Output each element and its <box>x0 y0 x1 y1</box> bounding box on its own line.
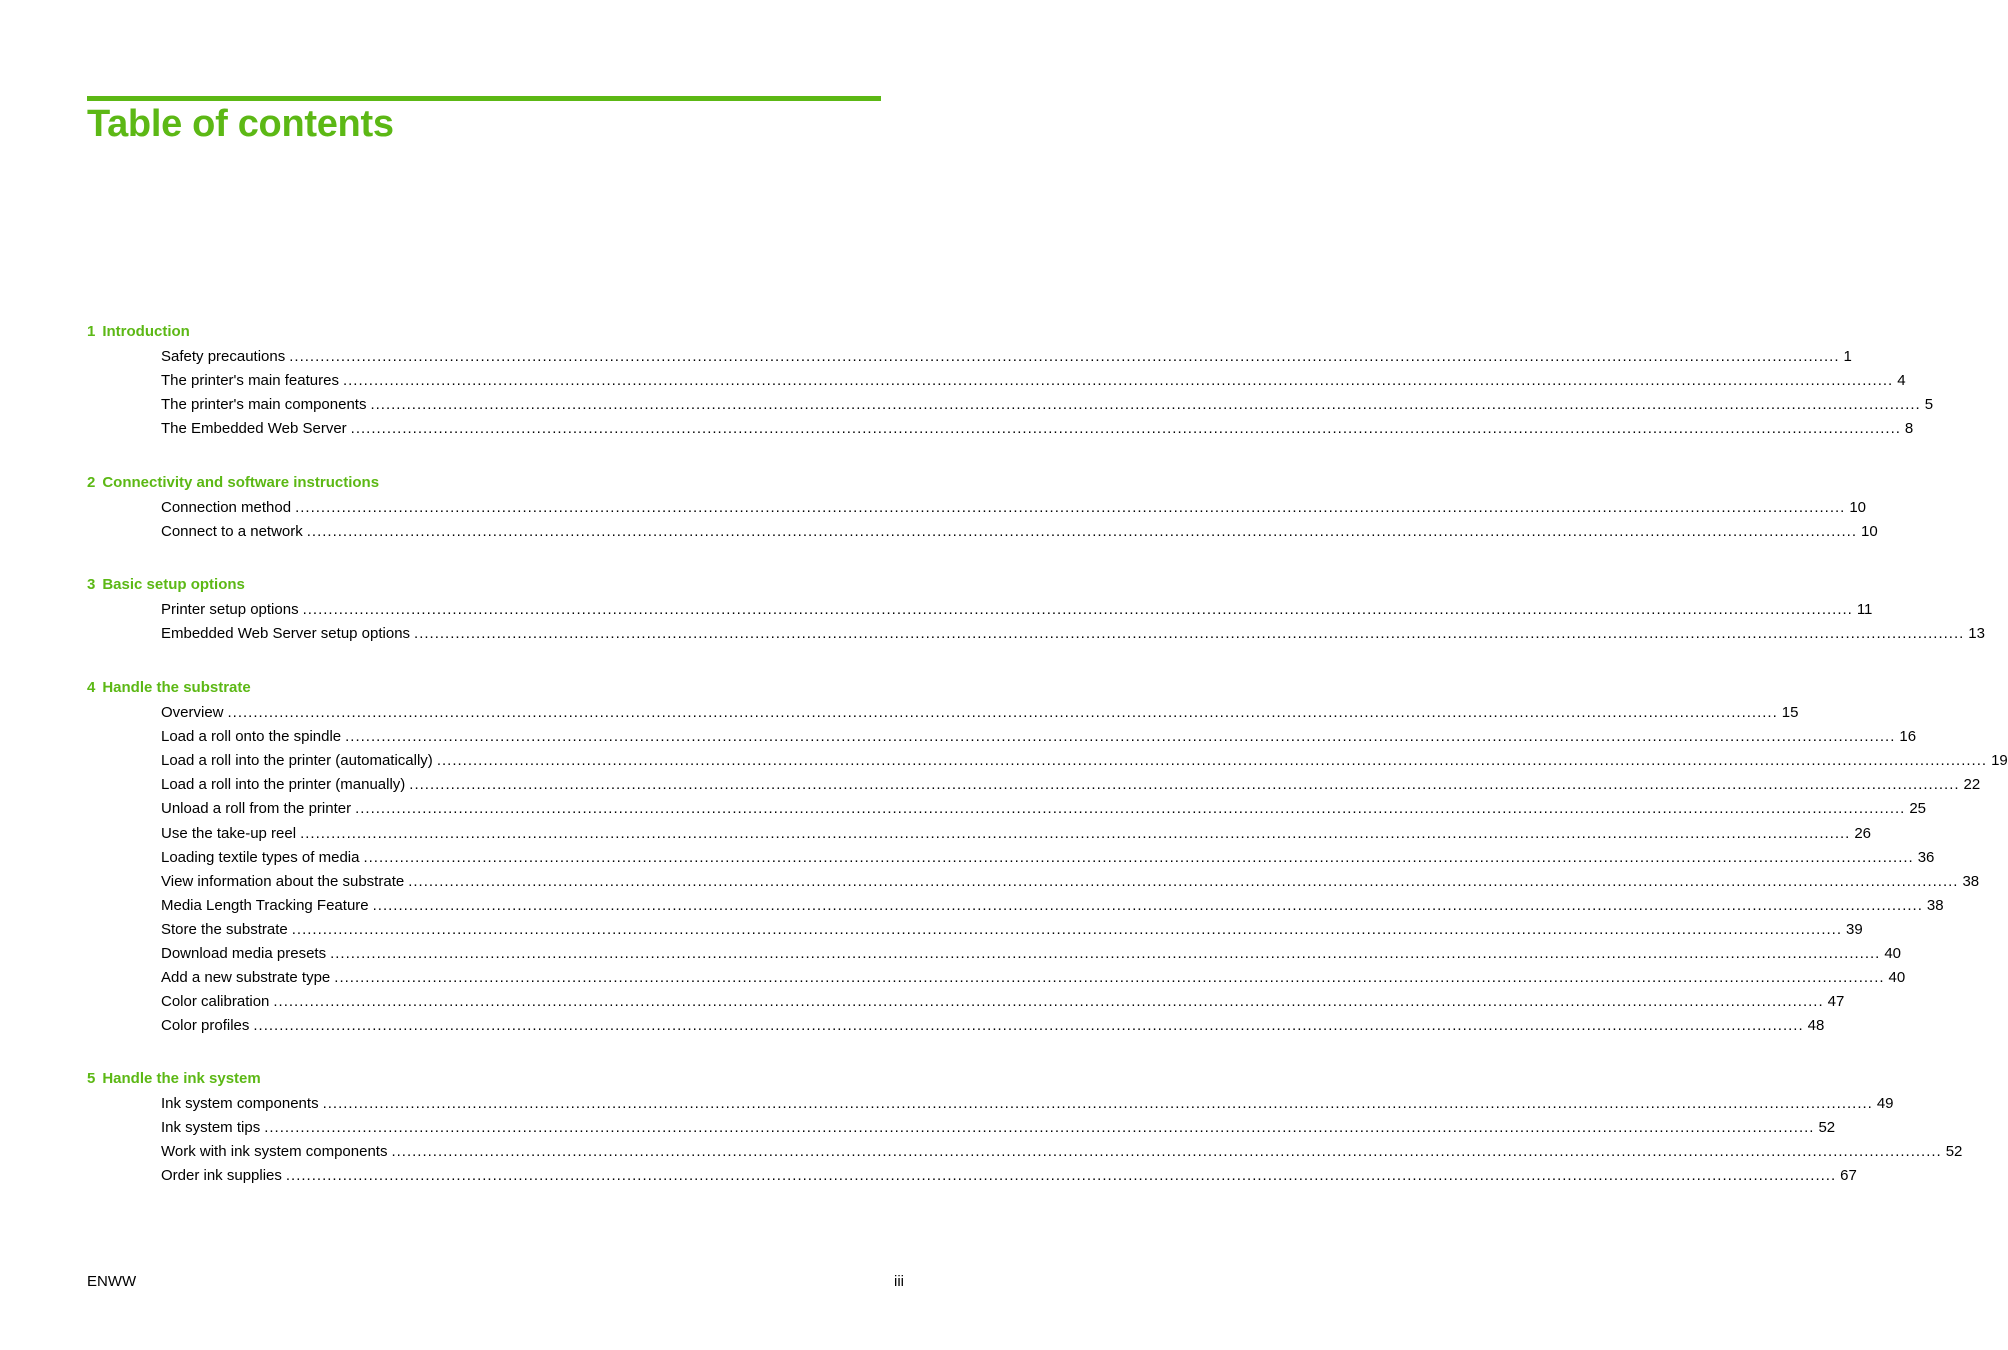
toc-entry[interactable] <box>161 419 1914 439</box>
toc-entry[interactable] <box>161 1094 1894 1114</box>
toc-entry-label: Ink system components <box>161 1095 319 1112</box>
dot-leader: ............................................................................................................................................................................................................................................................................................................ <box>273 993 1824 1010</box>
dot-leader: ............................................................................................................................................................................................................................................................................................................ <box>408 873 1959 890</box>
dot-leader: ............................................................................................................................................................................................................................................................................................................ <box>253 1017 1804 1034</box>
toc-entry-label: Color profiles <box>161 1017 250 1034</box>
toc-entry[interactable] <box>161 624 1985 644</box>
dot-leader: ............................................................................................................................................................................................................................................................................................................ <box>334 969 1885 986</box>
toc-entry-page: 49 <box>1876 1095 1894 1112</box>
toc-entry-page: 5 <box>1924 396 1934 413</box>
toc-entry[interactable] <box>161 896 1944 916</box>
toc-entry[interactable] <box>161 992 1845 1012</box>
toc-entry-page: 19 <box>1991 752 2008 769</box>
toc-entry-page: 15 <box>1781 704 1799 721</box>
footer-left: ENWW <box>87 1273 137 1290</box>
dot-leader: ............................................................................................................................................................................................................................................................................................................ <box>350 420 1901 437</box>
toc-entry-label: Embedded Web Server setup options <box>161 625 411 642</box>
toc-entry-page: 48 <box>1807 1017 1825 1034</box>
toc-entry[interactable] <box>161 968 1906 988</box>
toc-entry-label: Use the take-up reel <box>161 825 297 842</box>
chapter-title: Basic setup options <box>102 576 245 593</box>
toc-entry-page: 8 <box>1904 420 1914 437</box>
toc-entry[interactable] <box>161 751 2008 771</box>
dot-leader: ............................................................................................................................................................................................................................................................................................................ <box>322 1095 1873 1112</box>
toc-entry[interactable] <box>161 824 1872 844</box>
dot-leader: ............................................................................................................................................................................................................................................................................................................ <box>355 800 1906 817</box>
dot-leader: ............................................................................................................................................................................................................................................................................................................ <box>300 825 1851 842</box>
toc-entry[interactable] <box>161 872 1980 892</box>
dot-leader: ............................................................................................................................................................................................................................................................................................................ <box>342 372 1894 389</box>
toc-entry-label: Safety precautions <box>161 348 286 365</box>
dot-leader: ............................................................................................................................................................................................................................................................................................................ <box>306 523 1857 540</box>
toc-entry-label: Store the substrate <box>161 921 288 938</box>
chapter-number: 2 <box>87 474 96 491</box>
toc-entry-page: 10 <box>1861 523 1878 540</box>
chapter-title: Connectivity and software instructions <box>102 474 380 491</box>
toc-entry-page: 4 <box>1897 372 1906 389</box>
toc-entry-page: 39 <box>1846 921 1863 938</box>
dot-leader: ............................................................................................................................................................................................................................................................................................................ <box>291 921 1842 938</box>
dot-leader: ............................................................................................................................................................................................................................................................................................................ <box>227 704 1778 721</box>
toc-entry[interactable] <box>161 347 1852 367</box>
toc-entry-page: 16 <box>1899 728 1917 745</box>
toc-entry-page: 25 <box>1909 800 1927 817</box>
dot-leader: ............................................................................................................................................................................................................................................................................................................ <box>330 945 1881 962</box>
dot-leader: ............................................................................................................................................................................................................................................................................................................ <box>372 897 1923 914</box>
dot-leader: ............................................................................................................................................................................................................................................................................................................ <box>391 1143 1942 1160</box>
toc-entry-label: The printer's main components <box>161 396 367 413</box>
toc-entry-label: The printer's main features <box>161 372 339 389</box>
toc-entry-label: Color calibration <box>161 993 270 1010</box>
toc-entry[interactable] <box>161 944 1902 964</box>
toc-entry-label: Loading textile types of media <box>161 849 360 866</box>
toc-entry-label: Printer setup options <box>161 601 299 618</box>
chapter-number: 5 <box>87 1070 96 1087</box>
chapter-heading[interactable] <box>87 473 881 493</box>
chapter-title: Handle the ink system <box>102 1070 261 1087</box>
dot-leader: ............................................................................................................................................................................................................................................................................................................ <box>289 348 1840 365</box>
dot-leader: ............................................................................................................................................................................................................................................................................................................ <box>409 776 1960 793</box>
toc-entry-label: Ink system tips <box>161 1119 261 1136</box>
toc-entry[interactable] <box>161 727 1917 747</box>
dot-leader: ............................................................................................................................................................................................................................................................................................................ <box>363 849 1914 866</box>
chapter-heading[interactable] <box>87 678 881 698</box>
toc-entry-label: Media Length Tracking Feature <box>161 897 369 914</box>
toc-entry[interactable] <box>161 703 1799 723</box>
toc-entry[interactable] <box>161 1016 1825 1036</box>
dot-leader: ............................................................................................................................................................................................................................................................................................................ <box>302 601 1853 618</box>
toc-entry-label: Work with ink system components <box>161 1143 388 1160</box>
toc-entry[interactable] <box>161 848 1935 868</box>
toc-entry-page: 38 <box>1926 897 1944 914</box>
toc-entry-label: Connect to a network <box>161 523 303 540</box>
toc-entry-page: 36 <box>1917 849 1935 866</box>
toc-entry[interactable] <box>161 371 1906 391</box>
toc-entry-page: 1 <box>1843 348 1852 365</box>
dot-leader: ............................................................................................................................................................................................................................................................................................................ <box>370 396 1921 413</box>
toc-entry[interactable] <box>161 775 1981 795</box>
toc-entry-label: Connection method <box>161 499 292 516</box>
toc-entry-label: Unload a roll from the printer <box>161 800 352 817</box>
toc-entry-label: Load a roll onto the spindle <box>161 728 342 745</box>
toc-entry-label: The Embedded Web Server <box>161 420 347 437</box>
chapter-heading[interactable] <box>87 322 881 342</box>
toc-entry-label: Order ink supplies <box>161 1167 282 1184</box>
toc-entry[interactable] <box>161 1118 1836 1138</box>
toc-entry-page: 26 <box>1854 825 1872 842</box>
toc-entry[interactable] <box>161 522 1878 542</box>
chapter-heading[interactable] <box>87 575 881 595</box>
toc-entry-page: 40 <box>1888 969 1906 986</box>
toc-entry-label: View information about the substrate <box>161 873 405 890</box>
chapter-title: Handle the substrate <box>102 679 251 696</box>
toc-entry-label: Download media presets <box>161 945 327 962</box>
toc-entry-page: 47 <box>1827 993 1845 1010</box>
toc-entry[interactable] <box>161 1166 1857 1186</box>
dot-leader: ............................................................................................................................................................................................................................................................................................................ <box>264 1119 1815 1136</box>
toc-entry[interactable] <box>161 1142 1963 1162</box>
toc-entry-label: Add a new substrate type <box>161 969 331 986</box>
toc-entry-page: 67 <box>1840 1167 1857 1184</box>
toc-entry[interactable] <box>161 395 1934 415</box>
chapter-title: Introduction <box>102 323 190 340</box>
footer-page-number: iii <box>894 1273 904 1290</box>
toc-entry[interactable] <box>161 799 1927 819</box>
toc-entry-label: Overview <box>161 704 224 721</box>
toc-entry-label: Load a roll into the printer (manually) <box>161 776 406 793</box>
toc-entry-page: 11 <box>1856 601 1873 618</box>
dot-leader: ............................................................................................................................................................................................................................................................................................................ <box>414 625 1965 642</box>
toc-entry[interactable] <box>161 498 1867 518</box>
toc-entry-page: 10 <box>1849 499 1867 516</box>
dot-leader: ............................................................................................................................................................................................................................................................................................................ <box>285 1167 1837 1184</box>
dot-leader: ............................................................................................................................................................................................................................................................................................................ <box>345 728 1896 745</box>
toc-entry-page: 13 <box>1968 625 1985 642</box>
toc-entry-label: Load a roll into the printer (automatically) <box>161 752 433 769</box>
toc-entry-page: 52 <box>1818 1119 1836 1136</box>
toc-entry-page: 40 <box>1884 945 1902 962</box>
chapter-number: 1 <box>87 323 96 340</box>
dot-leader: ............................................................................................................................................................................................................................................................................................................ <box>436 752 1988 769</box>
chapter-number: 4 <box>87 679 96 696</box>
toc-entry-page: 52 <box>1945 1143 1963 1160</box>
toc-entry-page: 38 <box>1962 873 1980 890</box>
toc-entry[interactable] <box>161 600 1873 620</box>
toc-entry[interactable] <box>161 920 1863 940</box>
toc-entry-page: 22 <box>1963 776 1981 793</box>
page-title: Table of contents <box>87 103 394 145</box>
dot-leader: ............................................................................................................................................................................................................................................................................................................ <box>295 499 1846 516</box>
chapter-heading[interactable] <box>87 1069 881 1089</box>
chapter-number: 3 <box>87 576 96 593</box>
